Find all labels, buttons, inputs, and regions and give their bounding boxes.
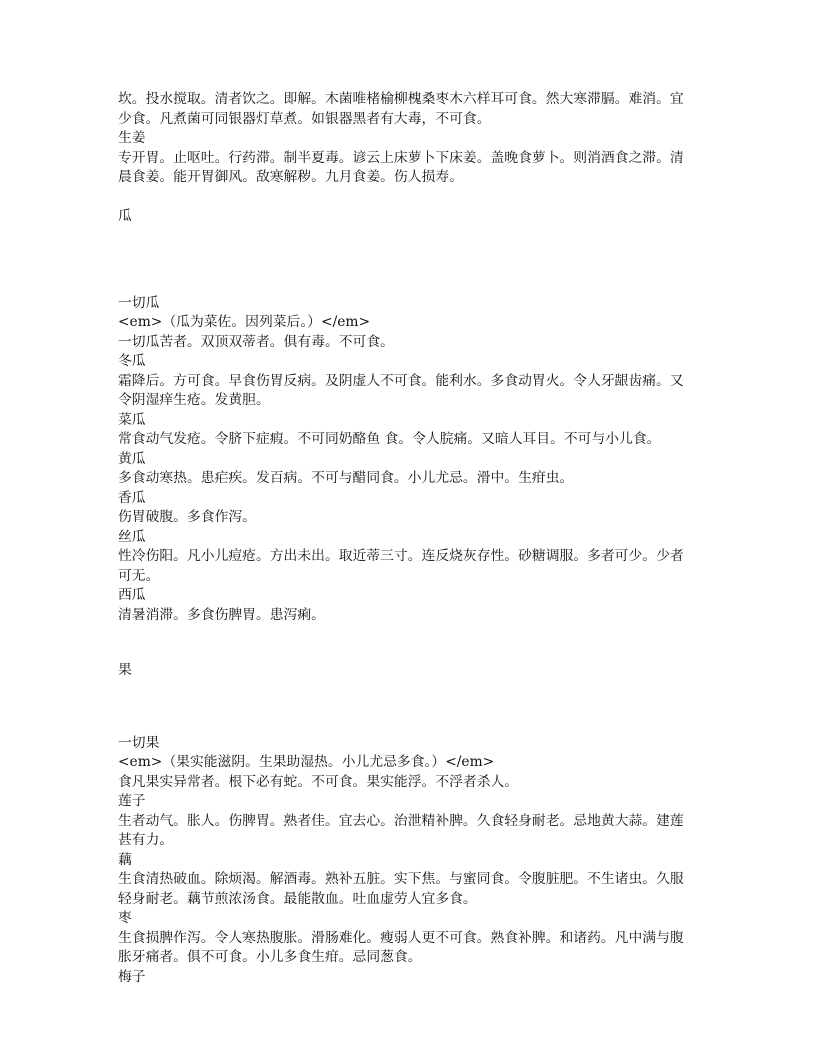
- entry-title: 梅子: [118, 968, 146, 985]
- text-line: 晨食姜。能开胃御风。敌寒解秽。九月食姜。伤人损寿。: [118, 169, 463, 185]
- text-line: 伤胃破腹。多食作泻。: [118, 509, 256, 525]
- text-line: <em>（瓜为菜佐。因列菜后。）</em>: [118, 314, 371, 330]
- text-line: 生食损脾作泻。令人寒热腹胀。滑肠难化。瘦弱人更不可食。熟食补脾。和诸药。凡中满与腹: [118, 929, 684, 946]
- text-line: 令阴湿痒生疮。发黄胆。: [118, 392, 270, 408]
- entry-title: 生姜: [118, 130, 146, 146]
- text-line: 一切瓜苦者。双顶双蒂者。俱有毒。不可食。: [118, 333, 394, 350]
- text-line: 清暑消滞。多食伤脾胃。患泻痢。: [118, 606, 325, 623]
- text-line: 霜降后。方可食。早食伤胃反病。及阴虚人不可食。能利水。多食动胃火。令人牙龈齿痛。又: [118, 372, 684, 389]
- entry-title: 一切瓜: [118, 294, 160, 311]
- entry-title: 黄瓜: [118, 450, 146, 467]
- entry-title: 丝瓜: [118, 528, 146, 545]
- text-line: 多食动寒热。患疟疾。发百病。不可与醋同食。小儿尤忌。滑中。生疳虫。: [118, 470, 574, 486]
- text-line: 甚有力。: [118, 832, 174, 848]
- text-line: 常食动气发疮。令脐下症瘕。不可同奶酪鱼 食。令人脘痛。又暗人耳目。不可与小儿食。: [118, 431, 661, 447]
- section-heading-melon: 瓜: [118, 208, 132, 224]
- text-line: 专开胃。止呕吐。行药滞。制半夏毒。谚云上床萝卜下床姜。盖晚食萝卜。则消酒食之滞。清: [118, 149, 684, 166]
- entry-body: [118, 149, 718, 188]
- text-line: 少食。凡煮菌可同银器灯草煮。如银器黑者有大毒，不可食。: [118, 110, 491, 127]
- entry-title: 香瓜: [118, 489, 146, 506]
- fruit-entries: [118, 734, 718, 988]
- text-line: 胀牙痛者。俱不可食。小儿多食生疳。忌同葱食。: [118, 949, 422, 965]
- section-heading-fruit: 果: [118, 662, 132, 678]
- entry-title: 一切果: [118, 734, 160, 751]
- entry-title: 莲子: [118, 793, 146, 809]
- entry-title: 西瓜: [118, 587, 146, 603]
- text-line: <em>（果实能滋阴。生果助湿热。小儿尤忌多食。）</em>: [118, 754, 495, 770]
- text-line: 可无。: [118, 567, 160, 584]
- text-line: 坎。投水搅取。清者饮之。即解。木菌唯楮榆柳槐桑枣木六样耳可食。然大寒滞膈。难消。宜: [118, 91, 684, 107]
- text-line: 食凡果实异常者。根下必有蛇。不可食。果实能浮。不浮者杀人。: [118, 773, 519, 790]
- text-line: 性冷伤阳。凡小儿痘疮。方出未出。取近蒂三寸。连反烧灰存性。砂糖调服。多者可少。少者: [118, 548, 684, 564]
- document-body: [118, 90, 718, 987]
- entry-title: 藕: [118, 851, 132, 868]
- entry-title: 冬瓜: [118, 353, 146, 369]
- text-line: 生者动气。胀人。伤脾胃。熟者佳。宜去心。治泄精补脾。久食轻身耐老。忌地黄大蒜。建莲: [118, 812, 684, 829]
- text-line: 轻身耐老。藕节煎浓汤食。最能散血。吐血虚劳人宜多食。: [118, 890, 477, 907]
- entry-title: 枣: [118, 910, 132, 926]
- entry-title: 菜瓜: [118, 411, 146, 428]
- intro-paragraph: [118, 90, 718, 129]
- text-line: 生食清热破血。除烦渴。解酒毒。熟补五脏。实下焦。与蜜同食。令腹脏肥。不生诸虫。久服: [118, 871, 684, 887]
- melon-entries: [118, 294, 718, 626]
